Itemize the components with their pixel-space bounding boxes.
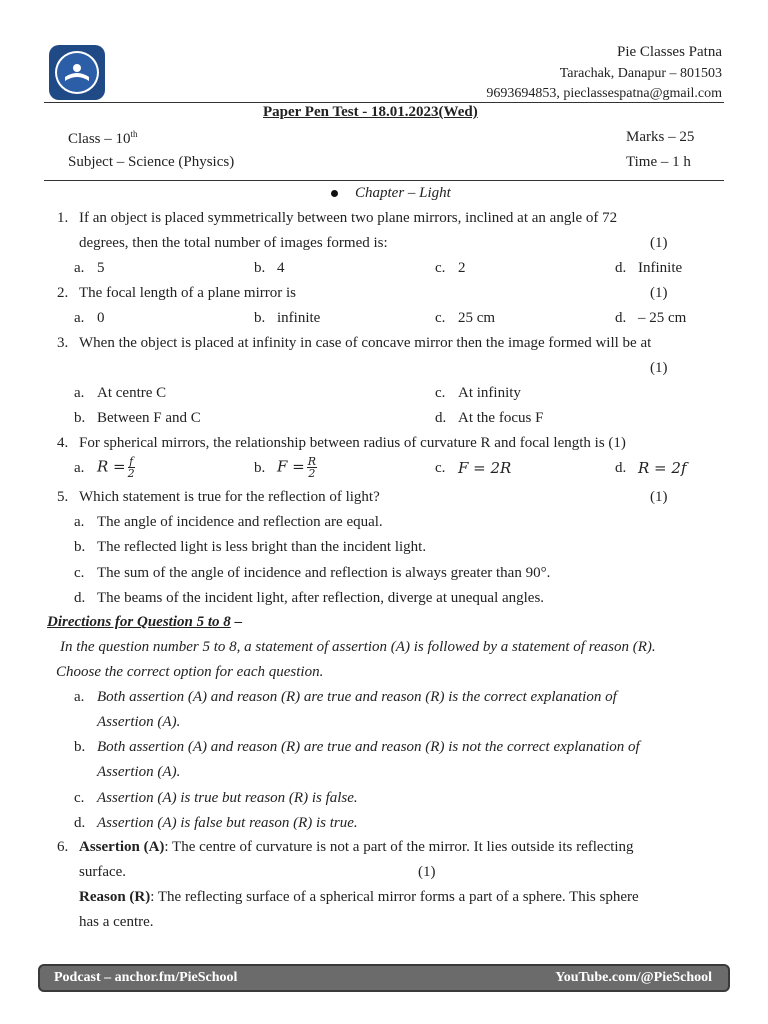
time-label: Time – 1 h (626, 154, 691, 170)
option-label: a. (74, 514, 85, 530)
question-marks: (1) (650, 489, 668, 505)
option-label: a. (74, 385, 85, 401)
option-text: 25 cm (458, 310, 496, 326)
question-text: If an object is placed symmetrically between two plane mirrors, inclined at an angle of 72 (79, 210, 618, 226)
org-address: Tarachak, Danapur – 801503 (559, 66, 722, 81)
directions-text: In the question number 5 to 8, a statement of assertion (A) is followed by a statement of reason (R). (60, 639, 656, 655)
question-marks: (1) (418, 864, 436, 880)
option-label: d. (74, 815, 86, 831)
org-contact: 9693694853, pieclassespatna@gmail.com (486, 86, 722, 101)
option-text: Both assertion (A) and reason (R) are true and reason (R) is the correct explanation of (97, 689, 617, 705)
assertion-cont: surface. (79, 864, 127, 880)
option-label: c. (435, 310, 446, 326)
option-label: c. (435, 385, 446, 401)
org-name: Pie Classes Patna (617, 44, 722, 60)
option-text: 5 (97, 260, 105, 276)
bullet-icon (331, 190, 338, 197)
option-text: At centre C (97, 385, 167, 401)
formula-option: R = 2f (638, 459, 687, 477)
option-text: Infinite (638, 260, 683, 276)
option-text: At infinity (458, 385, 521, 401)
option-text: 4 (277, 260, 285, 276)
logo-emblem-icon (55, 51, 99, 94)
option-label: d. (615, 260, 627, 276)
option-label: c. (74, 790, 85, 806)
question-text: Which statement is true for the reflection of light? (79, 489, 380, 505)
option-text: 2 (458, 260, 466, 276)
assertion-text: Assertion (A): The centre of curvature is not a part of the mirror. It lies outside its reflecting (79, 839, 634, 855)
directions-heading: Directions for Question 5 to 8 – (47, 614, 243, 630)
option-label: b. (74, 539, 86, 555)
question-number: 3. (57, 335, 69, 351)
meta-divider (44, 180, 724, 181)
question-number: 2. (57, 285, 69, 301)
footer-bar (38, 964, 730, 992)
question-marks: (1) (650, 285, 668, 301)
formula-option: F = $\frac{R}{2}$ (277, 455, 317, 480)
option-text: At the focus F (458, 410, 544, 426)
question-text: For spherical mirrors, the relationship between radius of curvature R and focal length is (1) (79, 435, 626, 451)
class-label: Class – 10th (68, 129, 138, 147)
option-text: Assertion (A). (97, 714, 181, 730)
pie-classes-logo (49, 45, 105, 100)
chapter-title: Chapter – Light (355, 185, 451, 201)
header-divider (44, 102, 724, 103)
option-label: a. (74, 260, 85, 276)
option-text: infinite (277, 310, 321, 326)
option-text: The beams of the incident light, after reflection, diverge at unequal angles. (97, 590, 545, 606)
question-number: 6. (57, 839, 69, 855)
question-number: 5. (57, 489, 69, 505)
question-text: When the object is placed at infinity in case of concave mirror then the image formed will be at (79, 335, 652, 351)
option-text: – 25 cm (638, 310, 687, 326)
option-label: a. (74, 689, 85, 705)
formula-option: R = $\frac{f}{2}$ (97, 455, 135, 480)
option-label: d. (435, 410, 447, 426)
option-text: The sum of the angle of incidence and reflection is always greater than 90°. (97, 565, 551, 581)
option-label: b. (74, 410, 86, 426)
option-label: d. (615, 460, 627, 476)
option-label: b. (74, 739, 86, 755)
question-marks: (1) (650, 360, 668, 376)
subject-label: Subject – Science (Physics) (68, 154, 235, 170)
question-text: degrees, then the total number of images formed is: (79, 235, 388, 251)
question-number: 4. (57, 435, 69, 451)
option-label: c. (74, 565, 85, 581)
podcast-link[interactable]: Podcast – anchor.fm/PieSchool (54, 970, 238, 985)
option-text: Assertion (A) is true but reason (R) is false. (97, 790, 358, 806)
question-marks: (1) (650, 235, 668, 251)
option-text: 0 (97, 310, 105, 326)
option-text: Assertion (A). (97, 764, 181, 780)
directions-text: Choose the correct option for each question. (56, 664, 324, 680)
option-label: a. (74, 310, 85, 326)
test-title: Paper Pen Test - 18.01.2023(Wed) (263, 104, 478, 120)
option-text: Assertion (A) is false but reason (R) is true. (97, 815, 358, 831)
option-label: c. (435, 460, 446, 476)
option-label: c. (435, 260, 446, 276)
option-label: a. (74, 460, 85, 476)
reason-text: Reason (R): The reflecting surface of a spherical mirror forms a part of a sphere. This sphere (79, 889, 639, 905)
option-text: The reflected light is less bright than the incident light. (97, 539, 427, 555)
option-text: Between F and C (97, 410, 201, 426)
formula-option: F = 2R (458, 459, 512, 477)
option-label: d. (74, 590, 86, 606)
youtube-link[interactable]: YouTube.com/@PieSchool (555, 970, 712, 985)
question-number: 1. (57, 210, 69, 226)
option-text: The angle of incidence and reflection are equal. (97, 514, 383, 530)
option-label: b. (254, 260, 266, 276)
reason-cont: has a centre. (79, 914, 154, 930)
option-text: Both assertion (A) and reason (R) are true and reason (R) is not the correct explanation of (97, 739, 640, 755)
option-label: b. (254, 310, 266, 326)
book-icon (57, 53, 97, 92)
question-text: The focal length of a plane mirror is (79, 285, 297, 301)
option-label: b. (254, 460, 266, 476)
marks-label: Marks – 25 (626, 129, 695, 145)
option-label: d. (615, 310, 627, 326)
